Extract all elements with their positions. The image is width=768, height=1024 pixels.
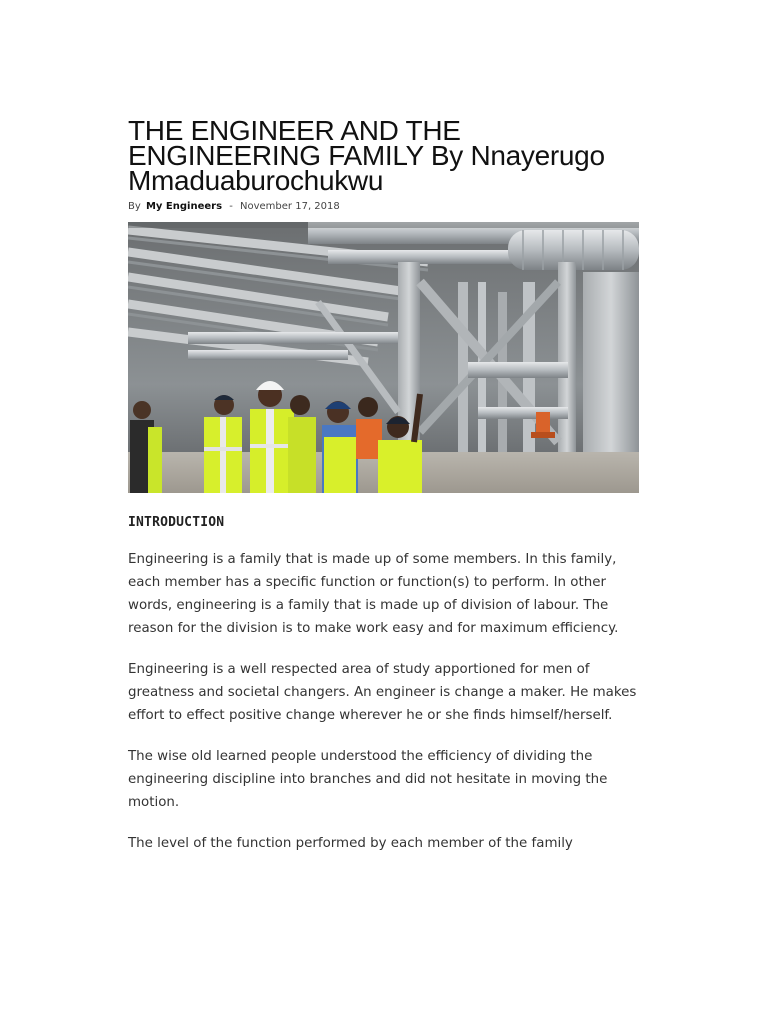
publish-date: November 17, 2018: [240, 201, 340, 212]
author-link[interactable]: My Engineers: [145, 201, 223, 212]
meta-separator: -: [229, 201, 233, 212]
by-label: By: [128, 201, 141, 212]
hero-image: [128, 222, 639, 493]
article-title: THE ENGINEER AND THE ENGINEERING FAMILY By Nnayerugo Mmaduaburochukwu: [128, 115, 605, 196]
paragraph: Engineering is a family that is made up of some members. In this family, each member has a specific function or function(s) to perform. In other words, engineering is a family that is made up of division of labour. The reason for the division is to make work easy and for maximum efficiency.: [128, 552, 619, 636]
paragraph: The wise old learned people understood the efficiency of dividing the engineering discipline into branches and did not hesitate in moving the motion.: [128, 749, 608, 810]
article: [128, 115, 640, 855]
paragraph: The level of the function performed by each member of the family: [128, 836, 573, 851]
paragraph: Engineering is a well respected area of study apportioned for men of greatness and societal changers. An engineer is change a maker. He makes effort to effect positive change wherever he or she finds himself/herself.: [128, 662, 637, 723]
section-heading: INTRODUCTION: [128, 515, 225, 530]
article-meta: [128, 200, 640, 214]
